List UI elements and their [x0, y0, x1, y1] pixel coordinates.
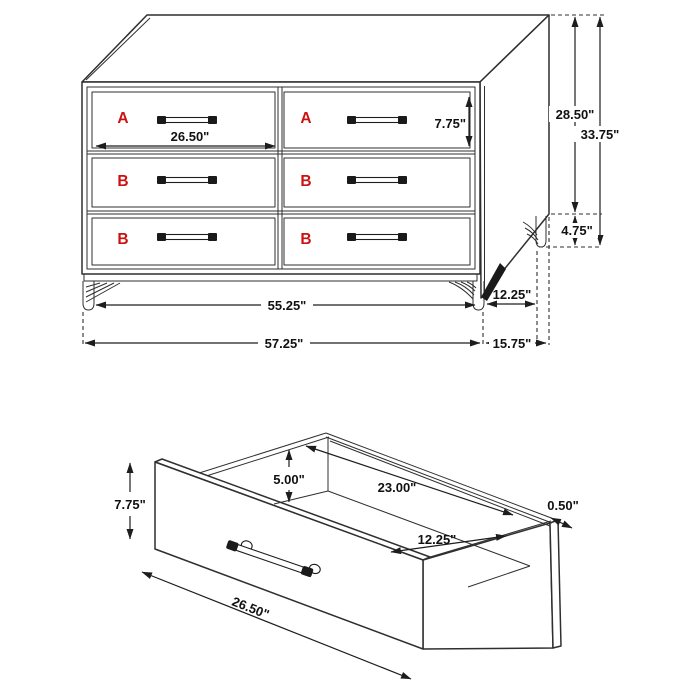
dim-case-height	[549, 17, 602, 212]
dim-leg-height	[556, 216, 598, 245]
svg-text:4.75": 4.75"	[561, 223, 593, 238]
drawer-label-b-bottom-left: B	[117, 231, 129, 248]
dim-interior-width	[306, 446, 513, 515]
svg-text:5.00": 5.00"	[273, 472, 305, 487]
dim-overall-height	[574, 17, 627, 245]
svg-text:33.75": 33.75"	[580, 127, 620, 142]
base-rail	[84, 274, 477, 281]
svg-text:57.25": 57.25"	[264, 336, 304, 351]
svg-text:26.50": 26.50"	[229, 593, 272, 622]
drawer-label-b-middle-left: B	[117, 173, 129, 190]
svg-text:23.00": 23.00"	[377, 480, 417, 495]
drawer-label-a-left: A	[117, 110, 129, 127]
drawer-label-a-right: A	[300, 110, 312, 127]
front-right-leg-bracket	[449, 282, 476, 299]
svg-text:0.50": 0.50"	[547, 498, 579, 513]
dim-leg-to-back-depth	[487, 287, 535, 304]
svg-text:7.75": 7.75"	[114, 497, 146, 512]
svg-text:28.50": 28.50"	[555, 107, 595, 122]
svg-text:15.75": 15.75"	[492, 336, 532, 351]
svg-text:12.25": 12.25"	[492, 287, 532, 302]
dim-interior-height	[273, 450, 304, 502]
dim-drawer-front-height-bottom	[114, 463, 145, 539]
dresser-perspective-view	[82, 15, 627, 351]
dresser-top-face	[82, 15, 549, 82]
front-left-leg-bracket	[86, 283, 120, 302]
svg-text:7.75": 7.75"	[434, 116, 466, 131]
dresser-front-face	[82, 82, 480, 274]
dim-overall-width	[85, 336, 480, 351]
drawer-left-rim	[196, 433, 329, 478]
drawer-perspective-view	[114, 433, 578, 679]
drawer-label-b-middle-right: B	[300, 173, 312, 190]
svg-text:55.25": 55.25"	[267, 298, 307, 313]
drawer-back-rim	[326, 433, 554, 526]
svg-text:12.25": 12.25"	[417, 532, 457, 547]
svg-text:26.50": 26.50"	[170, 129, 210, 144]
drawer-label-b-bottom-right: B	[300, 231, 312, 248]
dim-width-between-legs	[96, 298, 475, 313]
